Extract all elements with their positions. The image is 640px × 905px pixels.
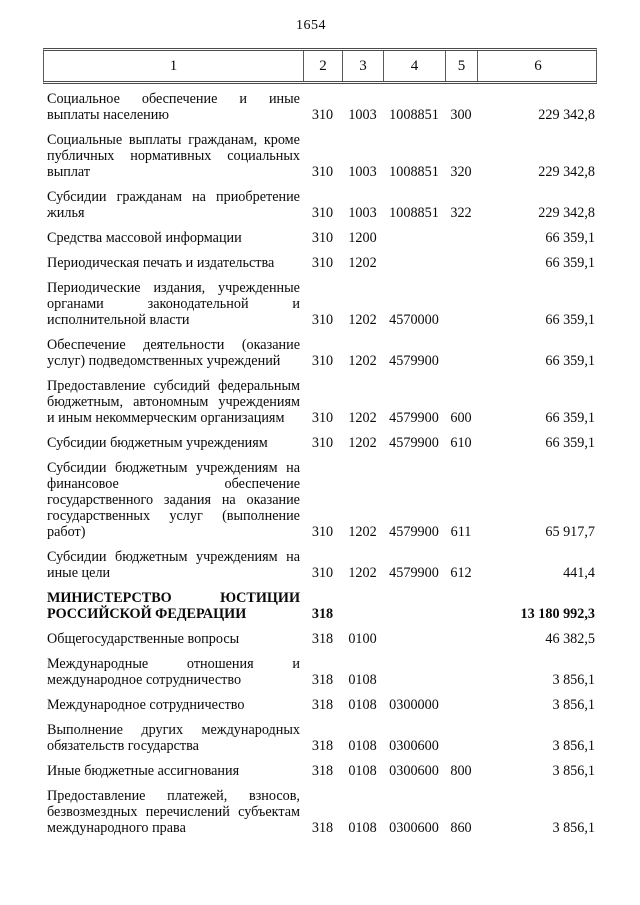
cell-code-target-article: 4579900 <box>389 435 439 451</box>
cell-code-section: 0108 <box>348 697 377 713</box>
table-row <box>43 590 597 622</box>
cell-code-section: 1202 <box>348 312 377 328</box>
cell-name: Выполнение других международных обязательств государства <box>47 722 300 754</box>
cell-code-grbs: 318 <box>311 631 334 647</box>
cell-code-target-article: 4579900 <box>389 410 439 426</box>
cell-name: Субсидии бюджетным учреждениям на финансовое обеспечение государственного задания на оказание государственных услуг (выполнение работ) <box>47 460 300 540</box>
cell-code-grbs: 310 <box>311 230 334 246</box>
cell-name: Обеспечение деятельности (оказание услуг) подведомственных учреждений <box>47 337 300 369</box>
cell-name: Субсидии гражданам на приобретение жилья <box>47 189 300 221</box>
cell-code-grbs: 318 <box>311 820 334 836</box>
cell-amount: 66 359,1 <box>545 410 595 426</box>
table-row <box>43 460 597 540</box>
cell-code-section: 0108 <box>348 672 377 688</box>
table-row <box>43 280 597 328</box>
cell-code-target-article: 4579900 <box>389 565 439 581</box>
cell-code-expense-type <box>445 646 477 647</box>
table-row <box>43 763 597 779</box>
cell-code-target-article: 4579900 <box>389 524 439 540</box>
table-row <box>43 378 597 426</box>
cell-name: Социальное обеспечение и иные выплаты населению <box>47 91 300 123</box>
cell-code-target-article: 0300600 <box>389 738 439 754</box>
table-row <box>43 189 597 221</box>
cell-code-expense-type: 860 <box>450 820 472 836</box>
cell-code-target-article <box>383 621 445 622</box>
cell-code-section: 0108 <box>348 738 377 754</box>
cell-code-expense-type: 611 <box>450 524 472 540</box>
cell-amount: 3 856,1 <box>552 820 595 836</box>
cell-code-section: 0100 <box>348 631 377 647</box>
cell-amount: 66 359,1 <box>545 435 595 451</box>
cell-code-expense-type <box>445 368 477 369</box>
cell-code-expense-type: 610 <box>450 435 472 451</box>
cell-code-section: 1202 <box>348 410 377 426</box>
cell-name: Международные отношения и международное сотрудничество <box>47 656 300 688</box>
cell-amount: 229 342,8 <box>538 107 595 123</box>
cell-code-grbs: 318 <box>311 672 334 688</box>
column-header-3: 3 <box>343 51 384 81</box>
cell-code-grbs: 310 <box>311 205 334 221</box>
cell-name: Субсидии бюджетным учреждениям на иные цели <box>47 549 300 581</box>
cell-amount: 229 342,8 <box>538 164 595 180</box>
cell-code-section: 1202 <box>348 435 377 451</box>
cell-amount: 3 856,1 <box>552 763 595 779</box>
table-header-row <box>43 48 597 84</box>
table-row <box>43 255 597 271</box>
table-row <box>43 631 597 647</box>
cell-name: Социальные выплаты гражданам, кроме публичных нормативных социальных выплат <box>47 132 300 180</box>
cell-code-grbs: 310 <box>311 312 334 328</box>
cell-code-target-article: 0300600 <box>389 820 439 836</box>
cell-code-target-article: 4570000 <box>389 312 439 328</box>
cell-code-target-article: 1008851 <box>389 164 439 180</box>
cell-code-expense-type: 612 <box>450 565 472 581</box>
cell-amount: 66 359,1 <box>545 312 595 328</box>
column-header-2: 2 <box>304 51 343 81</box>
cell-code-expense-type <box>445 327 477 328</box>
cell-name: Средства массовой информации <box>47 230 242 246</box>
cell-code-target-article: 1008851 <box>389 205 439 221</box>
cell-amount: 3 856,1 <box>552 738 595 754</box>
cell-code-section: 1003 <box>348 164 377 180</box>
cell-code-grbs: 310 <box>311 353 334 369</box>
cell-amount: 3 856,1 <box>552 697 595 713</box>
cell-code-target-article: 4579900 <box>389 353 439 369</box>
cell-code-grbs: 318 <box>311 763 334 779</box>
table-row <box>43 697 597 713</box>
cell-code-expense-type: 800 <box>450 763 472 779</box>
cell-amount: 13 180 992,3 <box>520 606 595 622</box>
cell-code-expense-type: 300 <box>450 107 472 123</box>
cell-code-grbs: 318 <box>311 738 334 754</box>
cell-code-grbs: 310 <box>311 524 334 540</box>
cell-code-section <box>342 621 383 622</box>
cell-code-target-article: 0300600 <box>389 763 439 779</box>
cell-code-expense-type <box>445 621 477 622</box>
cell-code-expense-type <box>445 687 477 688</box>
cell-name: Иные бюджетные ассигнования <box>47 763 240 779</box>
cell-code-expense-type <box>445 245 477 246</box>
cell-name: Субсидии бюджетным учреждениям <box>47 435 268 451</box>
table-row <box>43 722 597 754</box>
cell-name: Предоставление субсидий федеральным бюджетным, автономным учреждениям и иным некоммерческим организациям <box>47 378 300 426</box>
cell-amount: 66 359,1 <box>545 255 595 271</box>
cell-code-expense-type <box>445 753 477 754</box>
table-body <box>43 84 597 836</box>
cell-code-expense-type: 320 <box>450 164 472 180</box>
table-row <box>43 337 597 369</box>
budget-table <box>43 48 597 845</box>
cell-code-grbs: 310 <box>311 410 334 426</box>
cell-amount: 65 917,7 <box>545 524 595 540</box>
table-row <box>43 230 597 246</box>
table-row <box>43 549 597 581</box>
table-row <box>43 788 597 836</box>
cell-code-section: 1202 <box>348 565 377 581</box>
cell-code-grbs: 318 <box>311 606 334 622</box>
cell-code-section: 1003 <box>348 205 377 221</box>
column-header-1: 1 <box>44 51 304 81</box>
cell-code-grbs: 318 <box>311 697 334 713</box>
cell-code-section: 0108 <box>348 763 377 779</box>
cell-amount: 229 342,8 <box>538 205 595 221</box>
cell-code-expense-type: 322 <box>450 205 472 221</box>
cell-code-target-article <box>383 245 445 246</box>
cell-code-grbs: 310 <box>311 565 334 581</box>
cell-code-grbs: 310 <box>311 164 334 180</box>
cell-code-grbs: 310 <box>311 107 334 123</box>
table-row <box>43 656 597 688</box>
cell-code-section: 1202 <box>348 353 377 369</box>
column-header-4: 4 <box>384 51 446 81</box>
cell-name: Предоставление платежей, взносов, безвозмездных перечислений субъектам международного права <box>47 788 300 836</box>
cell-amount: 3 856,1 <box>552 672 595 688</box>
table-row <box>43 91 597 123</box>
cell-code-section: 1003 <box>348 107 377 123</box>
cell-code-target-article: 0300000 <box>389 697 439 713</box>
cell-amount: 46 382,5 <box>545 631 595 647</box>
cell-code-grbs: 310 <box>311 435 334 451</box>
cell-name: Периодические издания, учрежденные органами законодательной и исполнительной власти <box>47 280 300 328</box>
cell-code-target-article <box>383 687 445 688</box>
cell-name: Общегосударственные вопросы <box>47 631 240 647</box>
cell-code-section: 1202 <box>348 524 377 540</box>
cell-name: МИНИСТЕРСТВО ЮСТИЦИИ РОССИЙСКОЙ ФЕДЕРАЦИИ <box>47 590 300 622</box>
cell-code-expense-type <box>445 270 477 271</box>
cell-code-expense-type: 600 <box>450 410 472 426</box>
cell-name: Периодическая печать и издательства <box>47 255 275 271</box>
column-header-6: 6 <box>534 57 542 74</box>
cell-code-section: 0108 <box>348 820 377 836</box>
table-row <box>43 132 597 180</box>
cell-code-expense-type <box>445 712 477 713</box>
cell-code-section: 1200 <box>348 230 377 246</box>
cell-amount: 66 359,1 <box>545 230 595 246</box>
cell-code-target-article: 1008851 <box>389 107 439 123</box>
cell-code-target-article <box>383 646 445 647</box>
cell-code-section: 1202 <box>348 255 377 271</box>
cell-amount: 66 359,1 <box>545 353 595 369</box>
table-row <box>43 435 597 451</box>
column-header-5: 5 <box>446 51 478 81</box>
cell-code-grbs: 310 <box>311 255 334 271</box>
cell-code-target-article <box>383 270 445 271</box>
page-number: 1654 <box>296 18 326 33</box>
cell-amount: 441,4 <box>563 565 595 581</box>
cell-name: Международное сотрудничество <box>47 697 245 713</box>
